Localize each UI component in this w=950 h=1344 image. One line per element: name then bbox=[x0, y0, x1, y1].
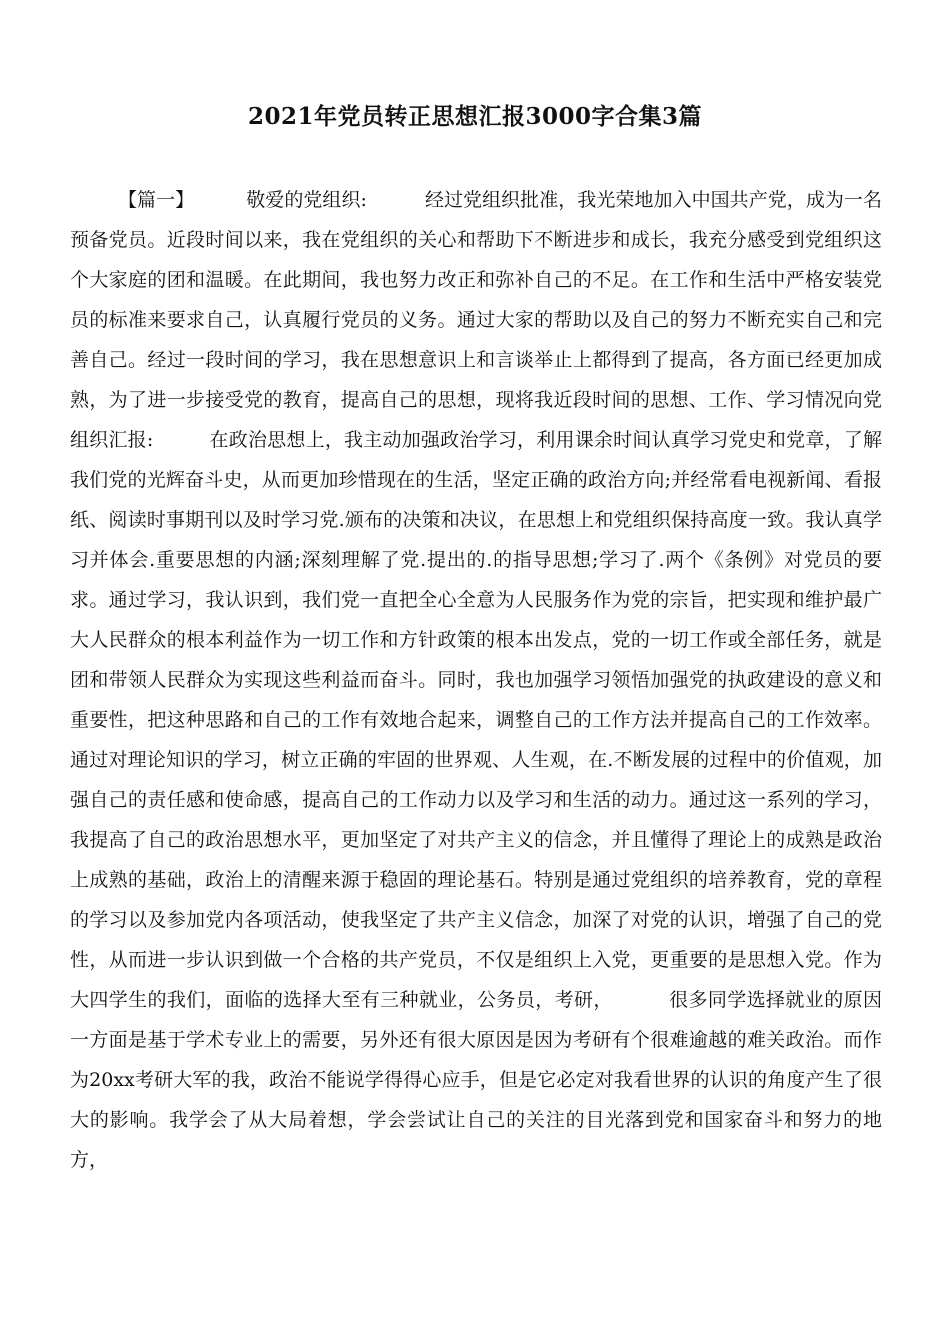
paragraph-1: 经过党组织批准，我光荣地加入中国共产党，成为一名预备党员。近段时间以来，我在党组织的关心和帮助下不断进步和成长，我充分感受到党组织这个大家庭的团和温暖。在此期间，我也努力改正和弥补自己的不足。在工作和生活中严格安装党员的标准来要求自己，认真履行党员的义务。通过大家的帮助以及自己的努力不断充实自己和完善自己。经过一段时间的学习，我在思想意识上和言谈举止上都得到了提高，各方面已经更加成熟，为了进一步接受党的教育，提高自己的思想，现将我近段时间的思想、工作、学习情况向党组织汇报: bbox=[70, 189, 882, 451]
paragraph-2: 在政治思想上，我主动加强政治学习，利用课余时间认真学习党史和党章，了解我们党的光辉奋斗史，从而更加珍惜现在的生活，坚定正确的政治方向;并经常看电视新闻、看报纸、阅读时事期刊以及时学习党.颁布的决策和决议，在思想上和党组织保持高度一致。我认真学习并体会.重要思想的内涵;深刻理解了党.提出的.的指导思想;学习了.两个《条例》对党员的要求。通过学习，我认识到，我们党一直把全心全意为人民服务作为党的宗旨，把实现和维护最广大人民群众的根本利益作为一切工作和方针政策的根本出发点，党的一切工作或全部任务，就是团和带领人民群众为实现这些利益而奋斗。同时，我也加强学习领悟加强党的执政建设的意义和重要性，把这种思路和自己的工作有效地合起来，调整自己的工作方法并提高自己的工作效率。通过对理论知识的学习，树立正确的牢固的世界观、人生观，在.不断发展的过程中的价值观，加强自己的责任感和使命感，提高自己的工作动力以及学习和生活的动力。通过这一系列的学习，我提高了自己的政治思想水平，更加坚定了对共产主义的信念，并且懂得了理论上的成熟是政治上成熟的基础，政治上的清醒来源于稳固的理论基石。特别是通过党组织的培养教育，党的章程的学习以及参加党内各项活动，使我坚定了共产主义信念，加深了对党的认识，增强了自己的党性，从而进一步认识到做一个合格的共产党员，不仅是组织上入党，更重要的是思想入党。作为大四学生的我们，面临的选择大至有三种就业，公务员，考研， bbox=[70, 429, 882, 1011]
salutation: 敬爱的党组织: bbox=[246, 189, 367, 211]
section-label: 【篇一】 bbox=[118, 189, 195, 211]
document-body bbox=[70, 180, 882, 1180]
document-title: 2021年党员转正思想汇报3000字合集3篇 bbox=[247, 103, 703, 130]
paragraph-3: 很多同学选择就业的原因一方面是基于学术专业上的需要，另外还有很大原因是因为考研有个很难逾越的难关政治。而作为20xx考研大军的我，政治不能说学得得心应手，但是它必定对我看世界的认识的角度产生了很大的影响。我学会了从大局着想，学会尝试让自己的关注的目光落到党和国家奋斗和努力的地方， bbox=[70, 989, 882, 1171]
